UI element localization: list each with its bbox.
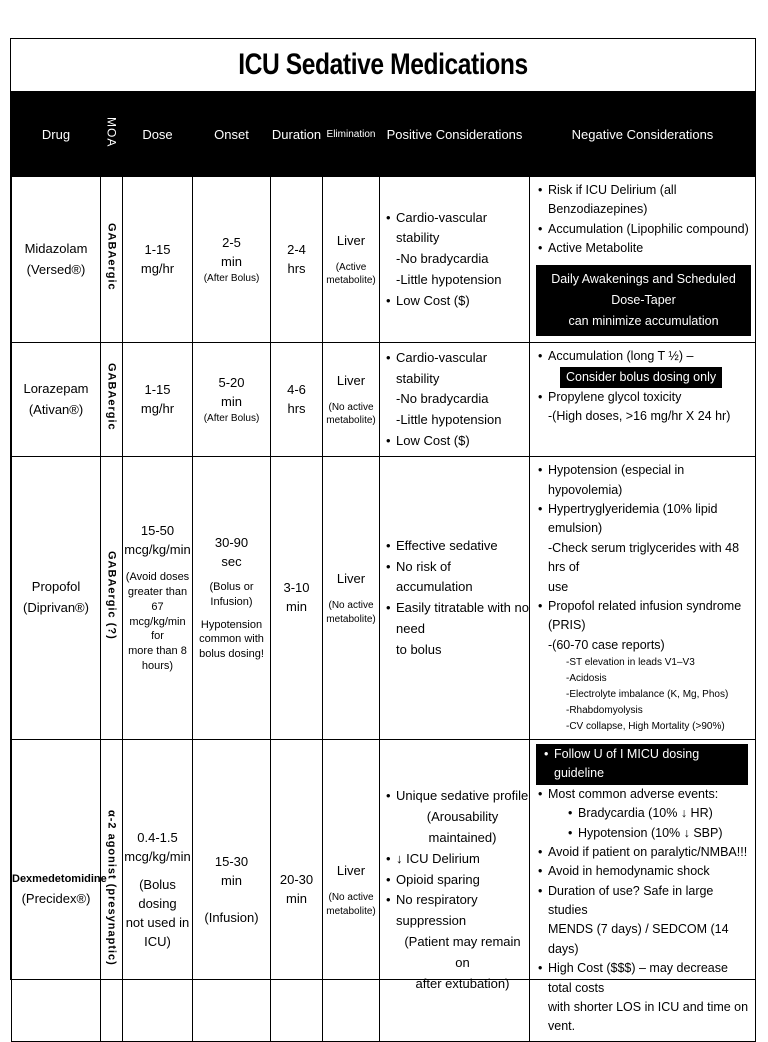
duration-cell: 2-4 hrs <box>271 177 323 343</box>
moa-cell: GABAergic <box>101 177 123 343</box>
highlight-label: Consider bolus dosing only <box>560 367 722 388</box>
row-midazolam <box>12 177 756 343</box>
negative-cell: • Hypotension (especial in hypovolemia) • Hypertryglyeridemia (10% lipid emulsion) -Check serum triglycerides with 48 hrs of use • Propofol related infusion syndrome (PRIS) -(60-70 case reports) -ST elevation in leads V1–V3 -Acidosis -Electrolyte imbalance (K, Mg, Phos) -Rhabdomyolysis -CV collapse, High Mortality (>90%) <box>530 457 756 740</box>
moa-cell: α-2 agonist (presynaptic) <box>101 740 123 1042</box>
drug-cell: Dexmedetomidine (Precidex®) <box>12 740 101 1042</box>
header-moa: MOA <box>101 92 123 177</box>
positive-cell: • Cardio-vascular stability -No bradycardia -Little hypotension • Low Cost ($) <box>380 343 530 457</box>
dose-cell: 15-50 mcg/kg/min (Avoid doses greater than 67 mcg/kg/min for more than 8 hours) <box>123 457 193 740</box>
moa-cell: GABAergic <box>101 343 123 457</box>
header-negative: Negative Considerations <box>530 92 756 177</box>
elimination-cell: Liver (No active metabolite) <box>323 343 380 457</box>
row-lorazepam <box>12 343 756 457</box>
onset-cell: 30-90 sec (Bolus or Infusion) Hypotension common with bolus dosing! <box>193 457 271 740</box>
onset-cell: 5-20 min (After Bolus) <box>193 343 271 457</box>
header-positive: Positive Considerations <box>380 92 530 177</box>
duration-cell: 20-30 min <box>271 740 323 1042</box>
positive-cell: • Effective sedative • No risk of accumulation • Easily titratable with no need to bolus <box>380 457 530 740</box>
elimination-cell: Liver (No active metabolite) <box>323 740 380 1042</box>
drug-cell: Propofol (Diprivan®) <box>12 457 101 740</box>
header-duration: Duration <box>271 92 323 177</box>
header-dose: Dose <box>123 92 193 177</box>
elimination-cell: Liver (No active metabolite) <box>323 457 380 740</box>
dose-cell: 1-15 mg/hr <box>123 343 193 457</box>
positive-cell: • Cardio-vascular stability -No bradycardia -Little hypotension • Low Cost ($) <box>380 177 530 343</box>
row-dexmedetomidine <box>12 740 756 1042</box>
drug-cell: Lorazepam (Ativan®) <box>12 343 101 457</box>
dose-cell: 1-15 mg/hr <box>123 177 193 343</box>
highlight-box: Daily Awakenings and Scheduled Dose-Taper can minimize accumulation <box>536 265 751 337</box>
header-onset: Onset <box>193 92 271 177</box>
onset-cell: 15-30 min (Infusion) <box>193 740 271 1042</box>
medication-sheet <box>10 38 756 1034</box>
negative-cell: • Follow U of I MICU dosing guideline • Most common adverse events: • Bradycardia (10% ↓ HR) • Hypotension (10% ↓ SBP) • Avoid if patient on paralytic/NMBA!!! • Avoid in hemodynamic shock • Duration of use? Safe in large studies MENDS (7 days) / SEDCOM (14 days) • High Cost ($$$) – may decrease total costs with shorter LOS in ICU and time on vent. <box>530 740 756 1042</box>
elimination-cell: Liver (Active metabolite) <box>323 177 380 343</box>
negative-cell: • Accumulation (long T ½) – Consider bolus dosing only • Propylene glycol toxicity -(High doses, >16 mg/hr X 24 hr) <box>530 343 756 457</box>
dose-cell: 0.4-1.5 mcg/kg/min (Bolus dosing not used in ICU) <box>123 740 193 1042</box>
moa-cell: GABAergic (?) <box>101 457 123 740</box>
header-elimination: Elimination <box>323 92 380 177</box>
highlight-label: • Follow U of I MICU dosing guideline <box>536 744 748 785</box>
row-propofol <box>12 457 756 740</box>
page-title: ICU Sedative Medications <box>238 48 528 81</box>
onset-cell: 2-5 min (After Bolus) <box>193 177 271 343</box>
positive-cell: • Unique sedative profile (Arousability maintained) • ↓ ICU Delirium • Opioid sparing • No respiratory suppression (Patient may remain on after extubation) <box>380 740 530 1042</box>
drug-cell: Midazolam (Versed®) <box>12 177 101 343</box>
header-row <box>12 92 756 177</box>
duration-cell: 4-6 hrs <box>271 343 323 457</box>
duration-cell: 3-10 min <box>271 457 323 740</box>
header-drug: Drug <box>12 92 101 177</box>
medication-table <box>11 91 756 1042</box>
negative-cell: • Risk if ICU Delirium (all Benzodiazepines) • Accumulation (Lipophilic compound) • Active Metabolite Daily Awakenings and Scheduled Dose-Taper can minimize accumulation <box>530 177 756 343</box>
